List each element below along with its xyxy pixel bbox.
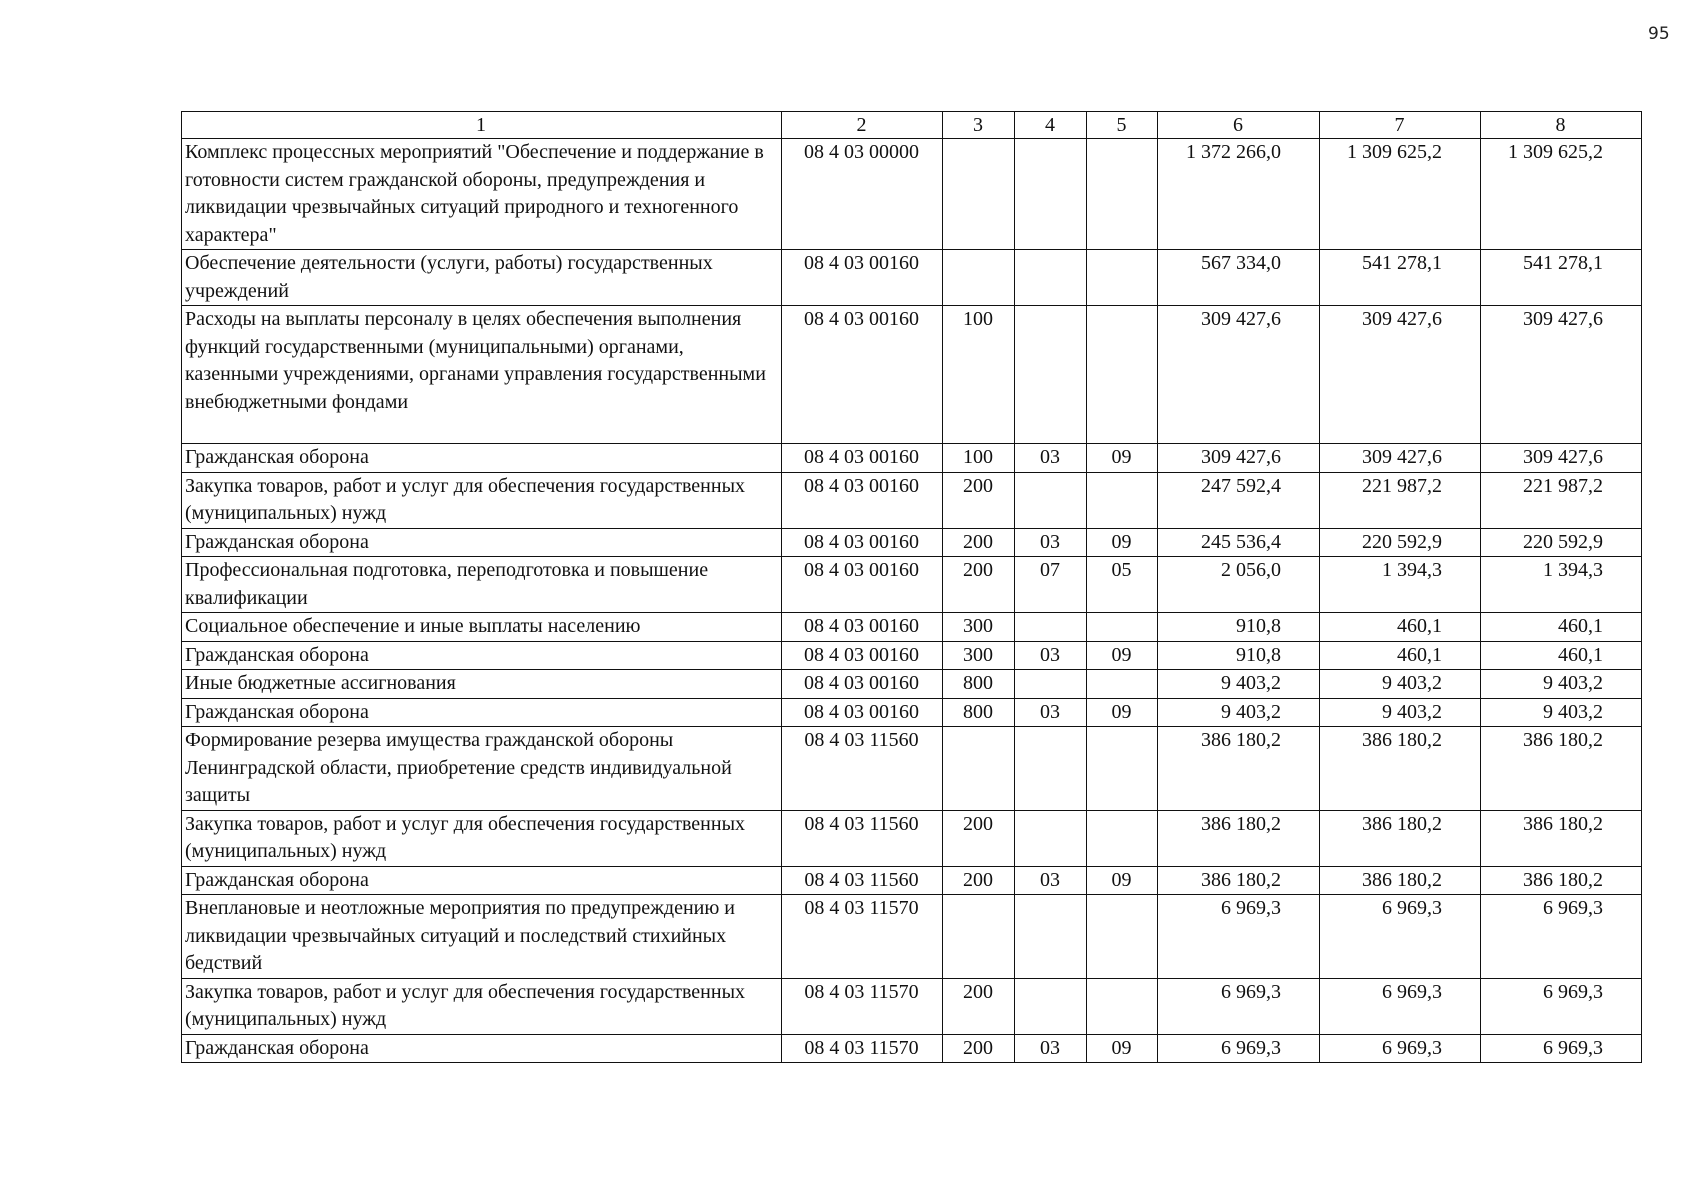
- header-row: [182, 112, 1642, 139]
- amount-col8-cell: 6 969,3: [1481, 1034, 1642, 1063]
- subsection-cell: [1087, 670, 1158, 699]
- target-article-code-cell: 08 4 03 00160: [782, 306, 943, 444]
- section-cell: [1015, 670, 1087, 699]
- amount-col7-cell: 1 394,3: [1320, 557, 1481, 613]
- expense-name-cell: Гражданская оборона: [182, 528, 782, 557]
- expense-type-cell: 800: [943, 670, 1015, 699]
- section-cell: 03: [1015, 641, 1087, 670]
- subsection-cell: 05: [1087, 557, 1158, 613]
- table-row: [182, 444, 1642, 473]
- expense-type-cell: 100: [943, 444, 1015, 473]
- expense-name-cell: Гражданская оборона: [182, 698, 782, 727]
- expense-type-cell: [943, 250, 1015, 306]
- subsection-cell: [1087, 895, 1158, 979]
- amount-col7-cell: 386 180,2: [1320, 727, 1481, 811]
- target-article-code-cell: 08 4 03 00000: [782, 139, 943, 250]
- expense-type-cell: 200: [943, 528, 1015, 557]
- table-row: [182, 866, 1642, 895]
- expense-name-cell: Закупка товаров, работ и услуг для обеспечения государственных (муниципальных) нужд: [182, 978, 782, 1034]
- amount-col7-cell: 6 969,3: [1320, 1034, 1481, 1063]
- expense-type-cell: 800: [943, 698, 1015, 727]
- page-number: 95: [1648, 24, 1670, 44]
- table-row: [182, 670, 1642, 699]
- subsection-cell: 09: [1087, 866, 1158, 895]
- amount-col6-cell: 386 180,2: [1158, 810, 1320, 866]
- expense-type-cell: 300: [943, 641, 1015, 670]
- header-cell-2: 2: [782, 112, 943, 139]
- amount-col8-cell: 309 427,6: [1481, 306, 1642, 444]
- subsection-cell: [1087, 727, 1158, 811]
- expense-name-cell: Формирование резерва имущества гражданской обороны Ленинградской области, приобретение средств индивидуальной защиты: [182, 727, 782, 811]
- expense-name-cell: Комплекс процессных мероприятий "Обеспечение и поддержание в готовности систем гражданской обороны, предупреждения и ликвидации чрезвычайных ситуаций природного и техногенного характера": [182, 139, 782, 250]
- table-body: [182, 139, 1642, 1063]
- amount-col7-cell: 309 427,6: [1320, 306, 1481, 444]
- target-article-code-cell: 08 4 03 11570: [782, 1034, 943, 1063]
- amount-col7-cell: 1 309 625,2: [1320, 139, 1481, 250]
- target-article-code-cell: 08 4 03 00160: [782, 613, 943, 642]
- section-cell: 03: [1015, 866, 1087, 895]
- target-article-code-cell: 08 4 03 00160: [782, 641, 943, 670]
- expense-name-cell: Гражданская оборона: [182, 444, 782, 473]
- amount-col8-cell: 386 180,2: [1481, 727, 1642, 811]
- subsection-cell: [1087, 250, 1158, 306]
- amount-col7-cell: 9 403,2: [1320, 670, 1481, 699]
- amount-col8-cell: 6 969,3: [1481, 895, 1642, 979]
- table-header: [182, 112, 1642, 139]
- target-article-code-cell: 08 4 03 11570: [782, 895, 943, 979]
- amount-col6-cell: 6 969,3: [1158, 1034, 1320, 1063]
- amount-col7-cell: 309 427,6: [1320, 444, 1481, 473]
- amount-col6-cell: 6 969,3: [1158, 978, 1320, 1034]
- table-row: [182, 306, 1642, 444]
- subsection-cell: 09: [1087, 444, 1158, 473]
- amount-col7-cell: 460,1: [1320, 613, 1481, 642]
- header-cell-5: 5: [1087, 112, 1158, 139]
- table-row: [182, 698, 1642, 727]
- amount-col8-cell: 386 180,2: [1481, 866, 1642, 895]
- section-cell: 03: [1015, 698, 1087, 727]
- table-row: [182, 727, 1642, 811]
- expense-type-cell: 200: [943, 557, 1015, 613]
- table-row: [182, 613, 1642, 642]
- amount-col6-cell: 1 372 266,0: [1158, 139, 1320, 250]
- amount-col7-cell: 221 987,2: [1320, 472, 1481, 528]
- expense-type-cell: 200: [943, 866, 1015, 895]
- amount-col6-cell: 247 592,4: [1158, 472, 1320, 528]
- expense-name-cell: Иные бюджетные ассигнования: [182, 670, 782, 699]
- amount-col8-cell: 460,1: [1481, 641, 1642, 670]
- amount-col6-cell: 245 536,4: [1158, 528, 1320, 557]
- header-cell-6: 6: [1158, 112, 1320, 139]
- expense-name-cell: Профессиональная подготовка, переподготовка и повышение квалификации: [182, 557, 782, 613]
- header-cell-1: 1: [182, 112, 782, 139]
- section-cell: [1015, 810, 1087, 866]
- target-article-code-cell: 08 4 03 00160: [782, 250, 943, 306]
- amount-col6-cell: 386 180,2: [1158, 866, 1320, 895]
- amount-col8-cell: 1 309 625,2: [1481, 139, 1642, 250]
- amount-col8-cell: 9 403,2: [1481, 698, 1642, 727]
- expense-name-cell: Внеплановые и неотложные мероприятия по предупреждению и ликвидации чрезвычайных ситуаций и последствий стихийных бедствий: [182, 895, 782, 979]
- amount-col7-cell: 9 403,2: [1320, 698, 1481, 727]
- expense-name-cell: Гражданская оборона: [182, 1034, 782, 1063]
- target-article-code-cell: 08 4 03 00160: [782, 698, 943, 727]
- amount-col6-cell: 2 056,0: [1158, 557, 1320, 613]
- amount-col6-cell: 6 969,3: [1158, 895, 1320, 979]
- expense-name-cell: Расходы на выплаты персоналу в целях обеспечения выполнения функций государственными (муниципальными) органами, казенными учреждениями, органами управления государственными внебюджетными фондами: [182, 306, 782, 444]
- table-row: [182, 1034, 1642, 1063]
- amount-col8-cell: 309 427,6: [1481, 444, 1642, 473]
- expense-name-cell: Закупка товаров, работ и услуг для обеспечения государственных (муниципальных) нужд: [182, 472, 782, 528]
- amount-col7-cell: 541 278,1: [1320, 250, 1481, 306]
- section-cell: 07: [1015, 557, 1087, 613]
- amount-col6-cell: 9 403,2: [1158, 670, 1320, 699]
- subsection-cell: 09: [1087, 528, 1158, 557]
- expense-name-cell: Гражданская оборона: [182, 866, 782, 895]
- target-article-code-cell: 08 4 03 00160: [782, 444, 943, 473]
- expense-type-cell: 200: [943, 810, 1015, 866]
- amount-col7-cell: 6 969,3: [1320, 895, 1481, 979]
- amount-col6-cell: 309 427,6: [1158, 306, 1320, 444]
- amount-col6-cell: 309 427,6: [1158, 444, 1320, 473]
- amount-col7-cell: 6 969,3: [1320, 978, 1481, 1034]
- table-row: [182, 978, 1642, 1034]
- expense-type-cell: 200: [943, 472, 1015, 528]
- header-cell-7: 7: [1320, 112, 1481, 139]
- amount-col7-cell: 386 180,2: [1320, 866, 1481, 895]
- expense-name-cell: Закупка товаров, работ и услуг для обеспечения государственных (муниципальных) нужд: [182, 810, 782, 866]
- section-cell: [1015, 978, 1087, 1034]
- amount-col7-cell: 386 180,2: [1320, 810, 1481, 866]
- target-article-code-cell: 08 4 03 00160: [782, 472, 943, 528]
- expense-type-cell: 300: [943, 613, 1015, 642]
- amount-col6-cell: 910,8: [1158, 641, 1320, 670]
- expense-type-cell: [943, 139, 1015, 250]
- header-cell-4: 4: [1015, 112, 1087, 139]
- expense-type-cell: 100: [943, 306, 1015, 444]
- budget-table: [181, 111, 1642, 1063]
- amount-col8-cell: 460,1: [1481, 613, 1642, 642]
- expense-name-cell: Социальное обеспечение и иные выплаты населению: [182, 613, 782, 642]
- target-article-code-cell: 08 4 03 00160: [782, 557, 943, 613]
- expense-name-cell: Гражданская оборона: [182, 641, 782, 670]
- table-row: [182, 641, 1642, 670]
- amount-col6-cell: 9 403,2: [1158, 698, 1320, 727]
- target-article-code-cell: 08 4 03 00160: [782, 670, 943, 699]
- section-cell: [1015, 306, 1087, 444]
- subsection-cell: [1087, 613, 1158, 642]
- subsection-cell: [1087, 472, 1158, 528]
- table-row: [182, 557, 1642, 613]
- amount-col6-cell: 567 334,0: [1158, 250, 1320, 306]
- section-cell: [1015, 613, 1087, 642]
- table-row: [182, 895, 1642, 979]
- amount-col7-cell: 460,1: [1320, 641, 1481, 670]
- section-cell: 03: [1015, 1034, 1087, 1063]
- expense-type-cell: 200: [943, 1034, 1015, 1063]
- table-row: [182, 472, 1642, 528]
- table-row: [182, 528, 1642, 557]
- target-article-code-cell: 08 4 03 11570: [782, 978, 943, 1034]
- amount-col8-cell: 9 403,2: [1481, 670, 1642, 699]
- amount-col6-cell: 910,8: [1158, 613, 1320, 642]
- section-cell: 03: [1015, 444, 1087, 473]
- subsection-cell: [1087, 306, 1158, 444]
- table-row: [182, 810, 1642, 866]
- subsection-cell: 09: [1087, 698, 1158, 727]
- section-cell: [1015, 472, 1087, 528]
- subsection-cell: 09: [1087, 1034, 1158, 1063]
- amount-col8-cell: 541 278,1: [1481, 250, 1642, 306]
- subsection-cell: [1087, 978, 1158, 1034]
- target-article-code-cell: 08 4 03 11560: [782, 866, 943, 895]
- expense-type-cell: [943, 727, 1015, 811]
- expense-name-cell: Обеспечение деятельности (услуги, работы) государственных учреждений: [182, 250, 782, 306]
- amount-col6-cell: 386 180,2: [1158, 727, 1320, 811]
- section-cell: [1015, 895, 1087, 979]
- section-cell: [1015, 250, 1087, 306]
- subsection-cell: [1087, 810, 1158, 866]
- expense-type-cell: [943, 895, 1015, 979]
- table-row: [182, 250, 1642, 306]
- target-article-code-cell: 08 4 03 00160: [782, 528, 943, 557]
- target-article-code-cell: 08 4 03 11560: [782, 727, 943, 811]
- amount-col8-cell: 220 592,9: [1481, 528, 1642, 557]
- header-cell-3: 3: [943, 112, 1015, 139]
- amount-col8-cell: 1 394,3: [1481, 557, 1642, 613]
- subsection-cell: [1087, 139, 1158, 250]
- amount-col8-cell: 221 987,2: [1481, 472, 1642, 528]
- table-row: [182, 139, 1642, 250]
- section-cell: [1015, 727, 1087, 811]
- section-cell: [1015, 139, 1087, 250]
- target-article-code-cell: 08 4 03 11560: [782, 810, 943, 866]
- header-cell-8: 8: [1481, 112, 1642, 139]
- amount-col8-cell: 6 969,3: [1481, 978, 1642, 1034]
- amount-col7-cell: 220 592,9: [1320, 528, 1481, 557]
- subsection-cell: 09: [1087, 641, 1158, 670]
- section-cell: 03: [1015, 528, 1087, 557]
- expense-type-cell: 200: [943, 978, 1015, 1034]
- amount-col8-cell: 386 180,2: [1481, 810, 1642, 866]
